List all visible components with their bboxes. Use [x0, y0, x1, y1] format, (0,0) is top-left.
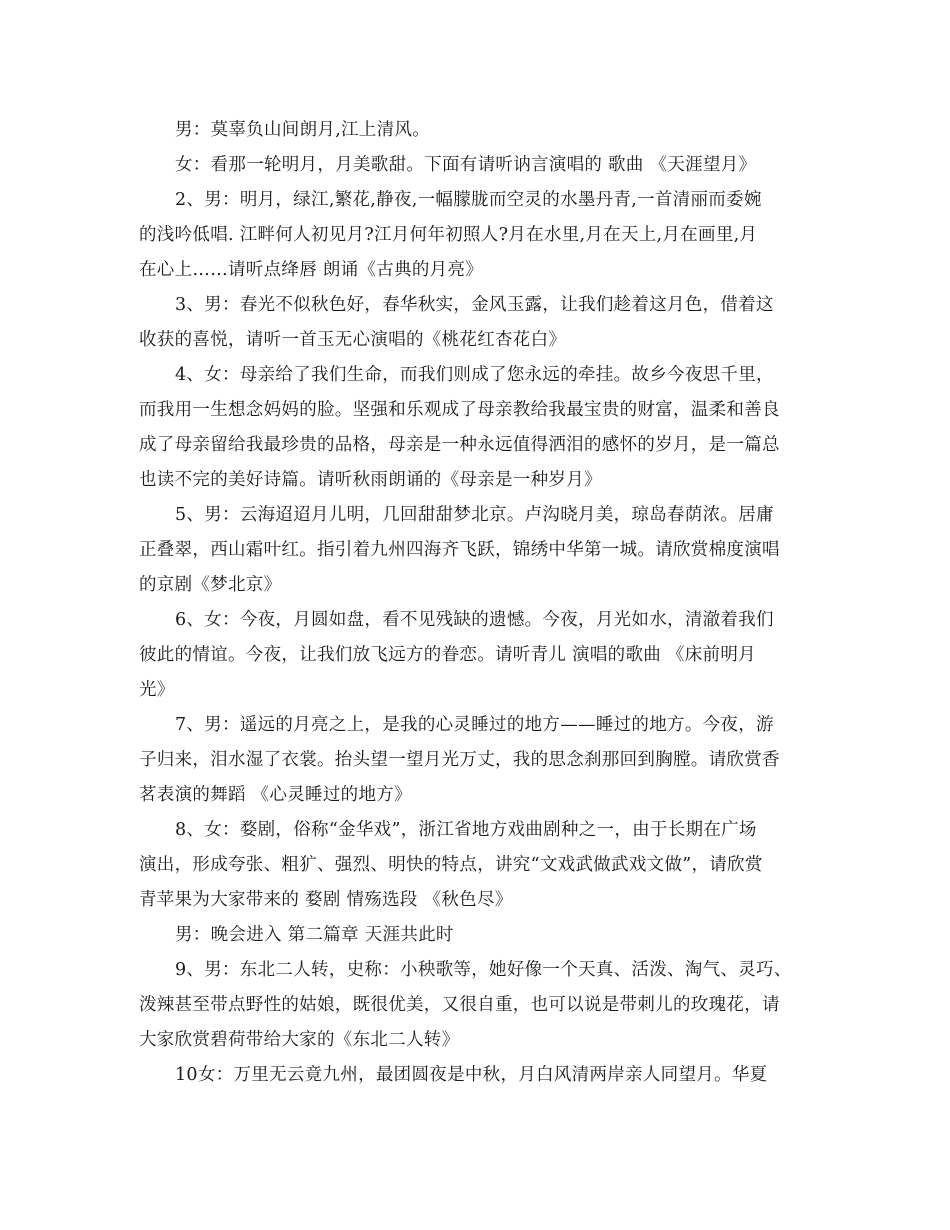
text-line: 正叠翠，西山霜叶红。指引着九州四海齐飞跃，锦绣中华第一城。请欣赏棉度演唱 [139, 540, 780, 560]
text-line: 5、男：云海迢迢月儿明，几回甜甜梦北京。卢沟晓月美，琼岛春荫浓。居庸 [175, 505, 774, 525]
text-line: 9、男：东北二人转，史称：小秧歌等，她好像一个天真、活泼、淘气、灵巧、 [175, 960, 792, 980]
text-line: 男：莫辜负山间朗月,江上清风。 [175, 120, 431, 140]
text-line: 也读不完的美好诗篇。请听秋雨朗诵的《母亲是一种岁月》 [139, 470, 602, 490]
text-line: 成了母亲留给我最珍贵的品格，母亲是一种永远值得洒泪的感怀的岁月，是一篇总 [139, 435, 780, 455]
text-line: 彼此的情谊。今夜，让我们放飞远方的眷恋。请听青儿 演唱的歌曲 《床前明月 [139, 645, 756, 665]
text-line: 3、男：春光不似秋色好，春华秋实，金风玉露，让我们趁着这月色，借着这 [175, 295, 774, 315]
text-line: 子归来，泪水湿了衣裳。抬头望一望月光万丈，我的思念刹那回到胸膛。请欣赏香 [139, 750, 780, 770]
text-line: 的浅吟低唱. 江畔何人初见月?江月何年初照人?月在水里,月在天上,月在画里,月 [139, 225, 758, 245]
text-line: 光》 [139, 680, 175, 700]
text-line: 青苹果为大家带来的 婺剧 情殇选段 《秋色尽》 [139, 890, 513, 910]
text-line: 而我用一生想念妈妈的脸。坚强和乐观成了母亲教给我最宝贵的财富，温柔和善良 [139, 400, 780, 420]
text-line: 10女：万里无云竟九州，最团圆夜是中秋，月白风清两岸亲人同望月。华夏 [175, 1065, 768, 1085]
text-line: 的京剧《梦北京》 [139, 575, 282, 595]
text-line: 2、男：明月，绿江,繁花,静夜,一幅朦胧而空灵的水墨丹青,一首清丽而委婉 [175, 190, 762, 210]
text-line: 8、女：婺剧，俗称“金华戏”，浙江省地方戏曲剧种之一，由于长期在广场 [175, 820, 757, 840]
text-line: 泼辣甚至带点野性的姑娘，既很优美，又很自重，也可以说是带刺儿的玫瑰花，请 [139, 995, 780, 1015]
text-line: 7、男：遥远的月亮之上，是我的心灵睡过的地方——睡过的地方。今夜，游 [175, 715, 774, 735]
text-line: 6、女：今夜，月圆如盘，看不见残缺的遗憾。今夜，月光如水，清澈着我们 [175, 610, 774, 630]
text-line: 大家欣赏碧荷带给大家的《东北二人转》 [139, 1030, 460, 1050]
text-line: 收获的喜悦，请听一首玉无心演唱的《桃花红杏花白》 [139, 330, 567, 350]
text-line: 演出，形成夸张、粗犷、强烈、明快的特点，讲究“文戏武做武戏文做”，请欣赏 [139, 855, 763, 875]
text-line: 茗表演的舞蹈 《心灵睡过的地方》 [139, 785, 412, 805]
text-line: 女：看那一轮明月，月美歌甜。下面有请听讷言演唱的 歌曲 《天涯望月》 [175, 155, 757, 175]
text-line: 4、女：母亲给了我们生命，而我们则成了您永远的牵挂。故乡今夜思千里， [175, 365, 774, 385]
text-line: 在心上……请听点绛唇 朗诵《古典的月亮》 [139, 260, 484, 280]
text-line: 男：晚会进入 第二篇章 天涯共此时 [175, 925, 454, 945]
